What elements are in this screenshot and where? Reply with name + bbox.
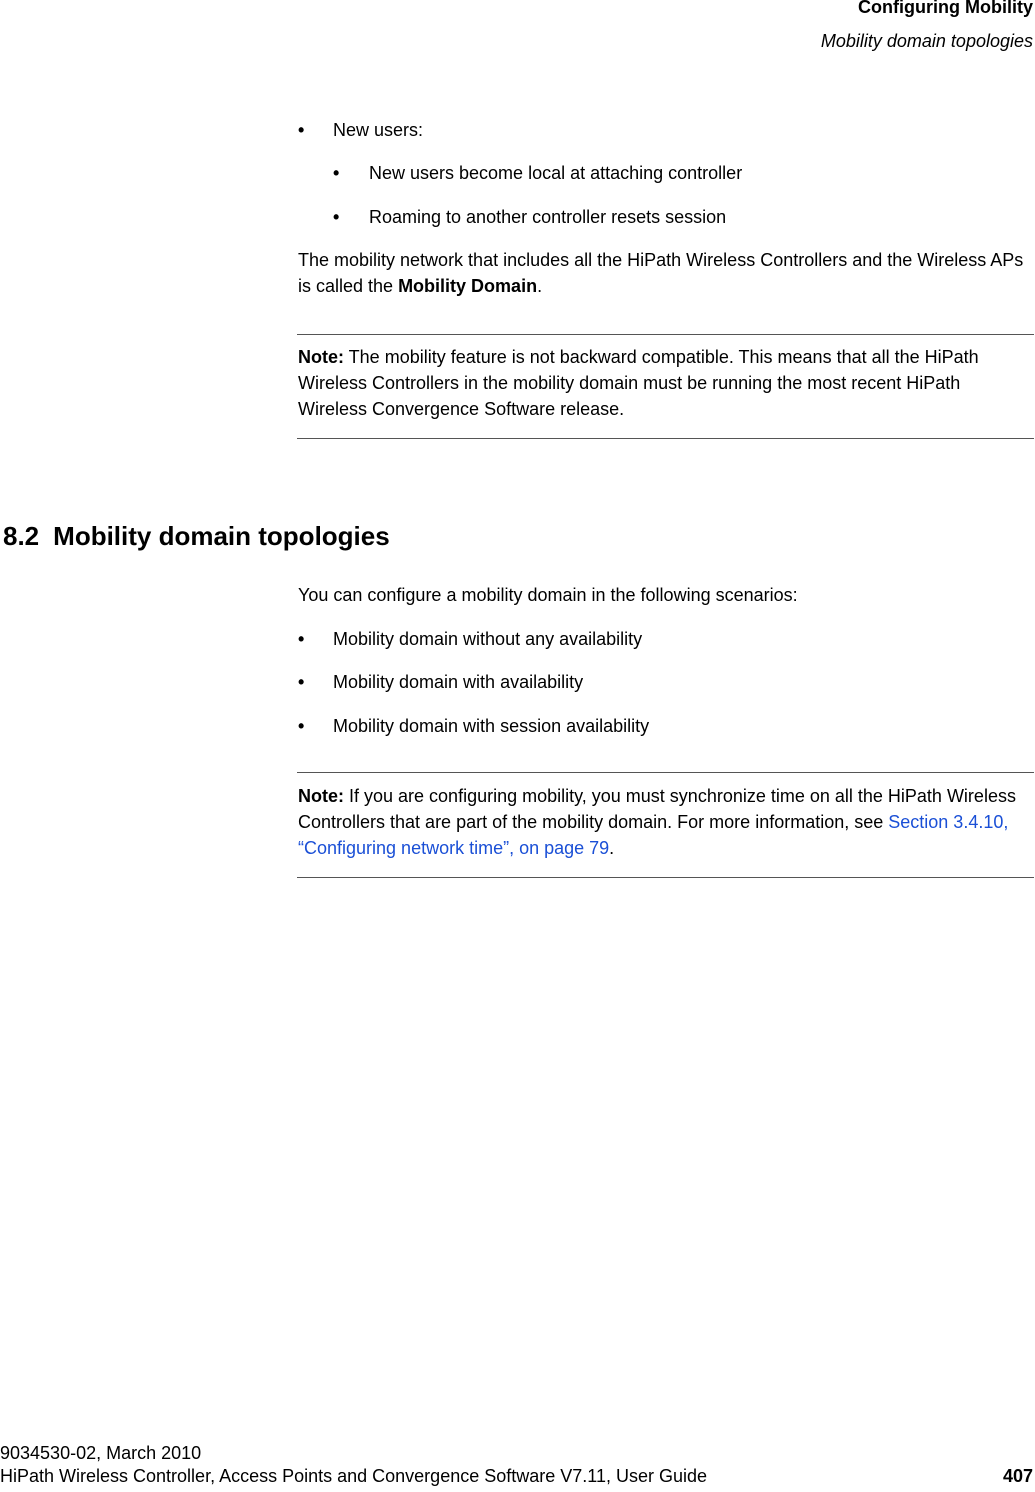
bullet-icon: • bbox=[333, 163, 340, 183]
cross-reference-link[interactable]: Section 3.4.10, “Configuring network time”, on page 79 bbox=[298, 812, 1009, 858]
mobility-domain-term: Mobility Domain bbox=[398, 276, 538, 296]
bullet-icon: • bbox=[298, 629, 305, 649]
list-item: New users: bbox=[333, 120, 424, 140]
sub-list-item: New users become local at attaching controller bbox=[369, 163, 743, 183]
list-item: Mobility domain with session availability bbox=[333, 716, 650, 736]
footer-doc-id: 9034530-02, March 2010 bbox=[0, 1443, 202, 1463]
page-number: 407 bbox=[1002, 1466, 1033, 1486]
scenarios-intro: You can configure a mobility domain in the following scenarios: bbox=[298, 585, 798, 605]
running-header-chapter: Configuring Mobility bbox=[858, 0, 1033, 17]
intro-paragraph: The mobility network that includes all the HiPath Wireless Controllers and the Wireless APs is called the Mobility Domain. bbox=[298, 250, 1024, 296]
bullet-icon: • bbox=[298, 120, 305, 140]
section-number: 8.2 bbox=[3, 521, 40, 551]
running-header-section: Mobility domain topologies bbox=[820, 31, 1033, 51]
note-bottom-rule bbox=[297, 438, 1034, 439]
note-backward-compatibility: Note: The mobility feature is not backward compatible. This means that all the HiPath Wireless Controllers in the mobility domain must be running the most recent HiPath Wireless Convergence Software release. bbox=[298, 347, 979, 419]
bullet-icon: • bbox=[333, 207, 340, 227]
note-label: Note: bbox=[298, 786, 344, 806]
note-time-sync: Note: If you are configuring mobility, you must synchronize time on all the HiPath Wireless Controllers that are part of the mobility domain. For more information, see Section 3.4.10, “Configuring network time”, on page 79. bbox=[298, 786, 1016, 858]
note-top-rule bbox=[297, 772, 1034, 773]
note-bottom-rule bbox=[297, 877, 1034, 878]
bullet-icon: • bbox=[298, 672, 305, 692]
section-title: Mobility domain topologies bbox=[53, 521, 390, 551]
bullet-icon: • bbox=[298, 716, 305, 736]
note-top-rule bbox=[297, 334, 1034, 335]
list-item: Mobility domain with availability bbox=[333, 672, 584, 692]
section-heading bbox=[3, 521, 390, 552]
list-item: Mobility domain without any availability bbox=[333, 629, 643, 649]
footer-guide-title: HiPath Wireless Controller, Access Points and Convergence Software V7.11, User Guide bbox=[0, 1466, 708, 1486]
sub-list-item: Roaming to another controller resets session bbox=[369, 207, 727, 227]
note-label: Note: bbox=[298, 347, 344, 367]
